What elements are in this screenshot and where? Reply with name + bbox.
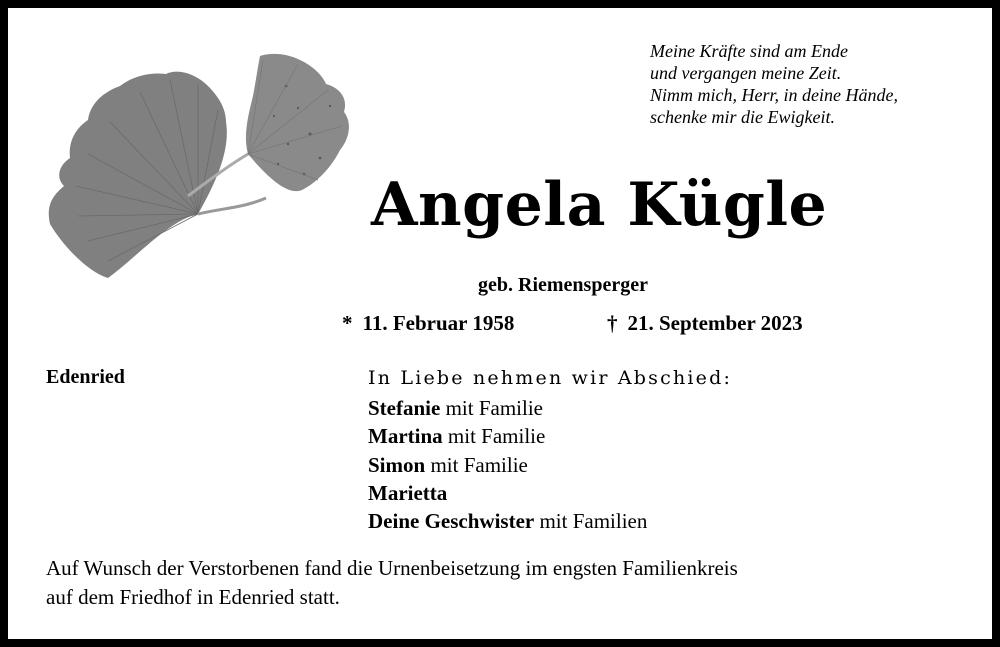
- mourner-name: Stefanie: [368, 396, 441, 420]
- mourner-row: [368, 451, 647, 479]
- mourner-row: [368, 422, 647, 450]
- death-cross-icon: †: [607, 311, 618, 335]
- birth-date-line: [342, 311, 514, 336]
- mourner-suffix: mit Familie: [442, 424, 546, 449]
- poem-line: und vergangen meine Zeit.: [650, 63, 842, 83]
- birth-date: 11. Februar 1958: [362, 311, 515, 335]
- poem-line: Nimm mich, Herr, in deine Hände,: [650, 85, 898, 105]
- mourner-name: Martina: [368, 424, 443, 449]
- burial-note-line: Auf Wunsch der Verstorbenen fand die Urnenbeisetzung im engsten Familienkreis: [46, 556, 738, 580]
- poem-verse: [650, 40, 980, 128]
- deceased-name: Angela Kügle: [371, 170, 828, 240]
- burial-note-line: auf dem Friedhof in Edenried statt.: [46, 585, 340, 609]
- mourner-row: [368, 507, 647, 535]
- mourner-row: [368, 479, 647, 507]
- poem-line: Meine Kräfte sind am Ende: [650, 41, 848, 61]
- mourners-intro: In Liebe nehmen wir Abschied:: [368, 367, 733, 389]
- birth-star-icon: *: [342, 311, 353, 335]
- mourner-name: Deine Geschwister: [368, 509, 535, 534]
- mourner-suffix: mit Familie: [440, 396, 543, 420]
- ginkgo-leaves-icon: [48, 46, 358, 286]
- residence-place: Edenried: [46, 366, 125, 388]
- death-date: 21. September 2023: [627, 311, 803, 335]
- maiden-name: geb. Riemensperger: [478, 274, 648, 296]
- burial-note: [46, 554, 976, 612]
- obituary-notice: [8, 8, 992, 639]
- mourner-name: Simon: [368, 452, 426, 477]
- mourner-suffix: mit Familien: [534, 509, 648, 534]
- mourner-name: Marietta: [368, 480, 448, 505]
- death-date-line: [607, 311, 803, 336]
- mourner-row: [368, 394, 647, 422]
- mourners-list: [368, 394, 647, 535]
- mourner-suffix: mit Familie: [425, 452, 528, 477]
- poem-line: schenke mir die Ewigkeit.: [650, 107, 835, 127]
